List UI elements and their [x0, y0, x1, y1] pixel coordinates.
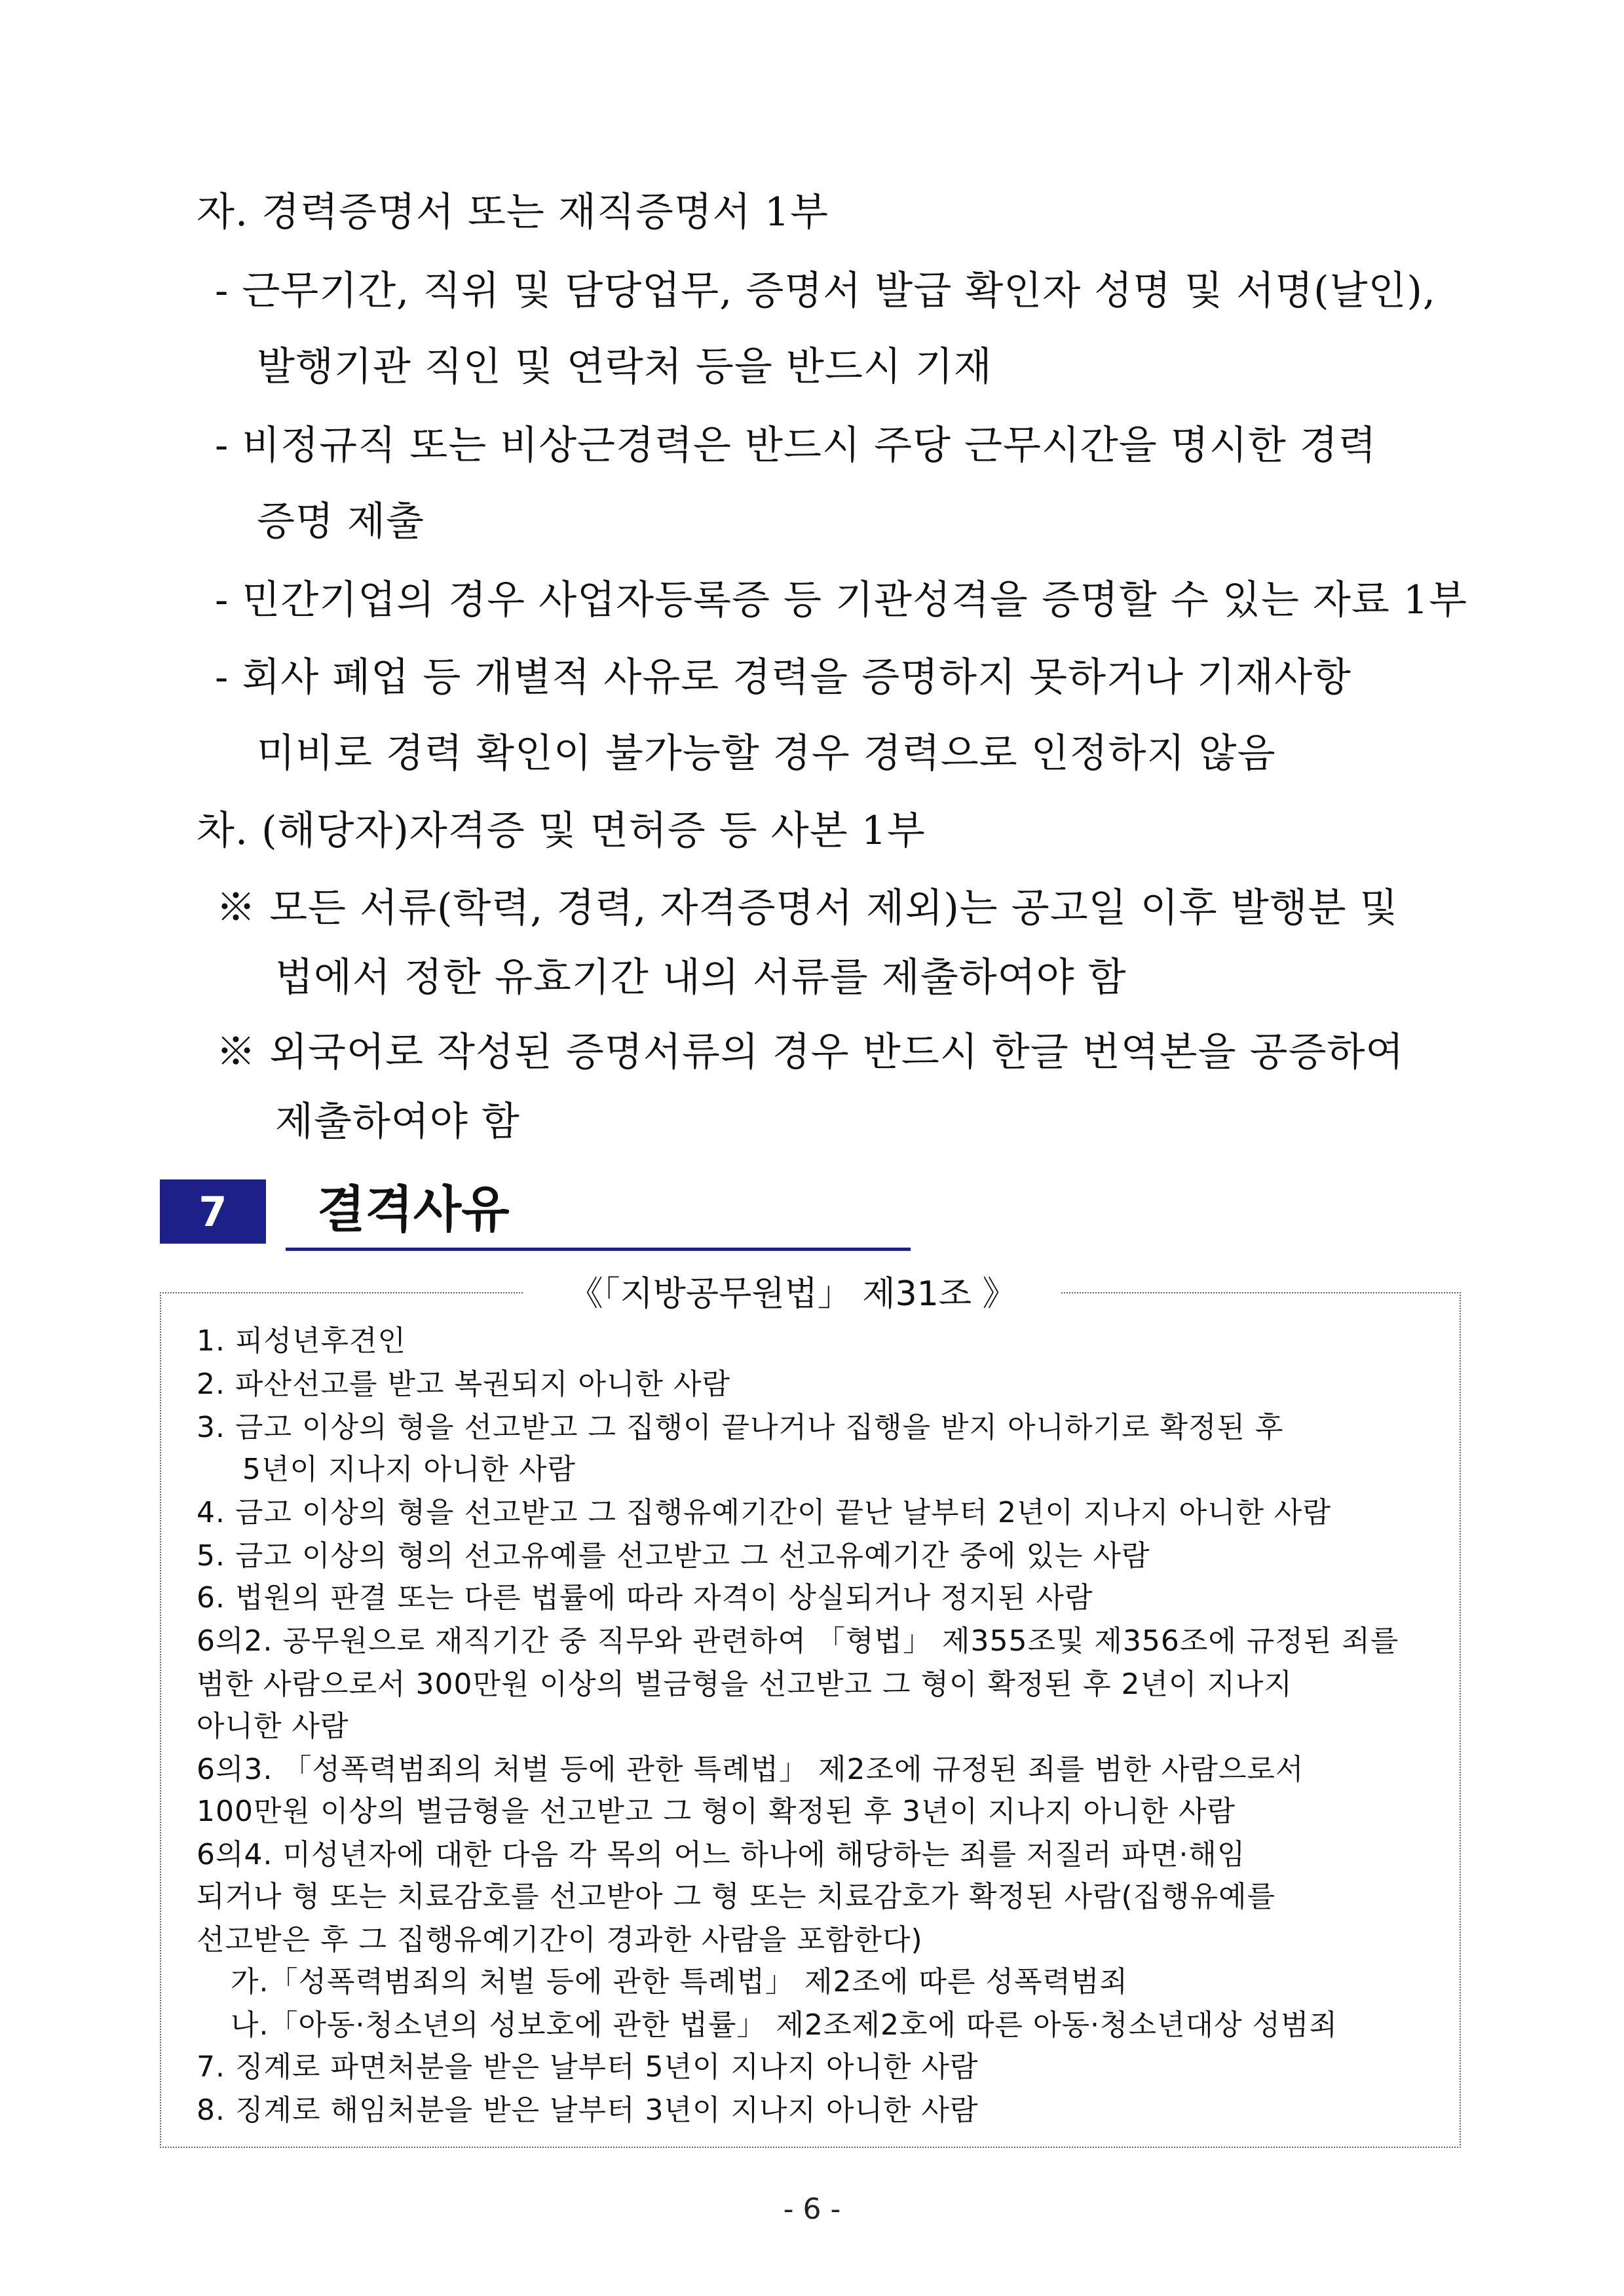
section-ja-item: - 근무기간, 직위 및 담당업무, 증명서 발급 확인자 성명 및 서명(날인), [215, 268, 1436, 314]
section-cha-note: 법에서 정한 유효기간 내의 서류를 제출하여야 함 [275, 955, 1127, 1001]
section-ja-item: - 회사 폐업 등 개별적 사유로 경력을 증명하지 못하거나 기재사항 [215, 655, 1351, 700]
law-line: 5년이 지나지 아니한 사람 [242, 1453, 576, 1486]
law-line: 100만원 이상의 벌금형을 선고받고 그 형이 확정된 후 3년이 지나지 아니한 사람 [197, 1795, 1236, 1828]
law-line: 6의4. 미성년자에 대한 다음 각 목의 어느 하나에 해당하는 죄를 저질러 파면·해임 [197, 1838, 1246, 1871]
law-line: 1. 피성년후견인 [197, 1324, 406, 1358]
section-cha-note: ※ 모든 서류(학력, 경력, 자격증명서 제외)는 공고일 이후 발행분 및 [216, 885, 1399, 931]
law-line: 되거나 형 또는 치료감호를 선고받아 그 형 또는 치료감호가 확정된 사람(집행유예를 [197, 1880, 1276, 1913]
law-line: 8. 징계로 해임처분을 받은 날부터 3년이 지나지 아니한 사람 [197, 2094, 979, 2127]
section-ja-heading: 자. 경력증명서 또는 재직증명서 1부 [197, 189, 829, 235]
law-line: 7. 징계로 파면처분을 받은 날부터 5년이 지나지 아니한 사람 [197, 2050, 979, 2084]
section-ja-item: 발행기관 직인 및 연락처 등을 반드시 기재 [257, 344, 992, 390]
law-line: 6의2. 공무원으로 재직기간 중 직무와 관련하여 「형법」 제355조및 제356조에 규정된 죄를 [197, 1624, 1399, 1658]
law-line: 아니한 사람 [197, 1710, 349, 1743]
section-cha-note: ※ 외국어로 작성된 증명서류의 경우 반드시 한글 번역본을 공증하여 [216, 1029, 1405, 1075]
law-line: 선고받은 후 그 집행유예기간이 경과한 사람을 포함한다) [197, 1923, 923, 1957]
law-line: 3. 금고 이상의 형을 선고받고 그 집행이 끝나거나 집행을 받지 아니하기로 확정된 후 [197, 1411, 1284, 1444]
section-ja-item: 증명 제출 [257, 499, 425, 545]
law-box-title: 《「지방공무원법」 제31조 》 [524, 1268, 1061, 1320]
section-title: 결격사유 [317, 1180, 510, 1238]
law-line: 2. 파산선고를 받고 복권되지 아니한 사람 [197, 1368, 730, 1401]
section-title-underline [286, 1248, 911, 1251]
section-ja-item: - 비정규직 또는 비상근경력은 반드시 주당 근무시간을 명시한 경력 [215, 423, 1377, 469]
law-line: 4. 금고 이상의 형을 선고받고 그 집행유예기간이 끝난 날부터 2년이 지나지 아니한 사람 [197, 1496, 1331, 1529]
section-cha-heading: 차. (해당자)자격증 및 면허증 등 사본 1부 [197, 808, 926, 854]
law-line: 6의3. 「성폭력범죄의 처벌 등에 관한 특례법」 제2조에 규정된 죄를 범한 사람으로서 [197, 1753, 1304, 1786]
section-number-badge: 7 [160, 1179, 266, 1244]
section-ja-item: 미비로 경력 확인이 불가능할 경우 경력으로 인정하지 않음 [257, 731, 1276, 776]
law-line: 6. 법원의 판결 또는 다른 법률에 따라 자격이 상실되거나 정지된 사람 [197, 1581, 1093, 1615]
law-line: 나.「아동·청소년의 성보호에 관한 법률」 제2조제2호에 따른 아동·청소년대상 성범죄 [231, 2008, 1338, 2042]
law-line: 가.「성폭력범죄의 처벌 등에 관한 특례법」 제2조에 따른 성폭력범죄 [231, 1965, 1128, 1999]
section-ja-item: - 민간기업의 경우 사업자등록증 등 기관성격을 증명할 수 있는 자료 1부 [215, 577, 1468, 623]
law-line: 5. 금고 이상의 형의 선고유예를 선고받고 그 선고유예기간 중에 있는 사람 [197, 1539, 1150, 1573]
law-line: 범한 사람으로서 300만원 이상의 벌금형을 선고받고 그 형이 확정된 후 2년이 지나지 [197, 1668, 1293, 1701]
page-number: - 6 - [783, 2192, 841, 2226]
section-cha-note: 제출하여야 함 [275, 1099, 520, 1145]
